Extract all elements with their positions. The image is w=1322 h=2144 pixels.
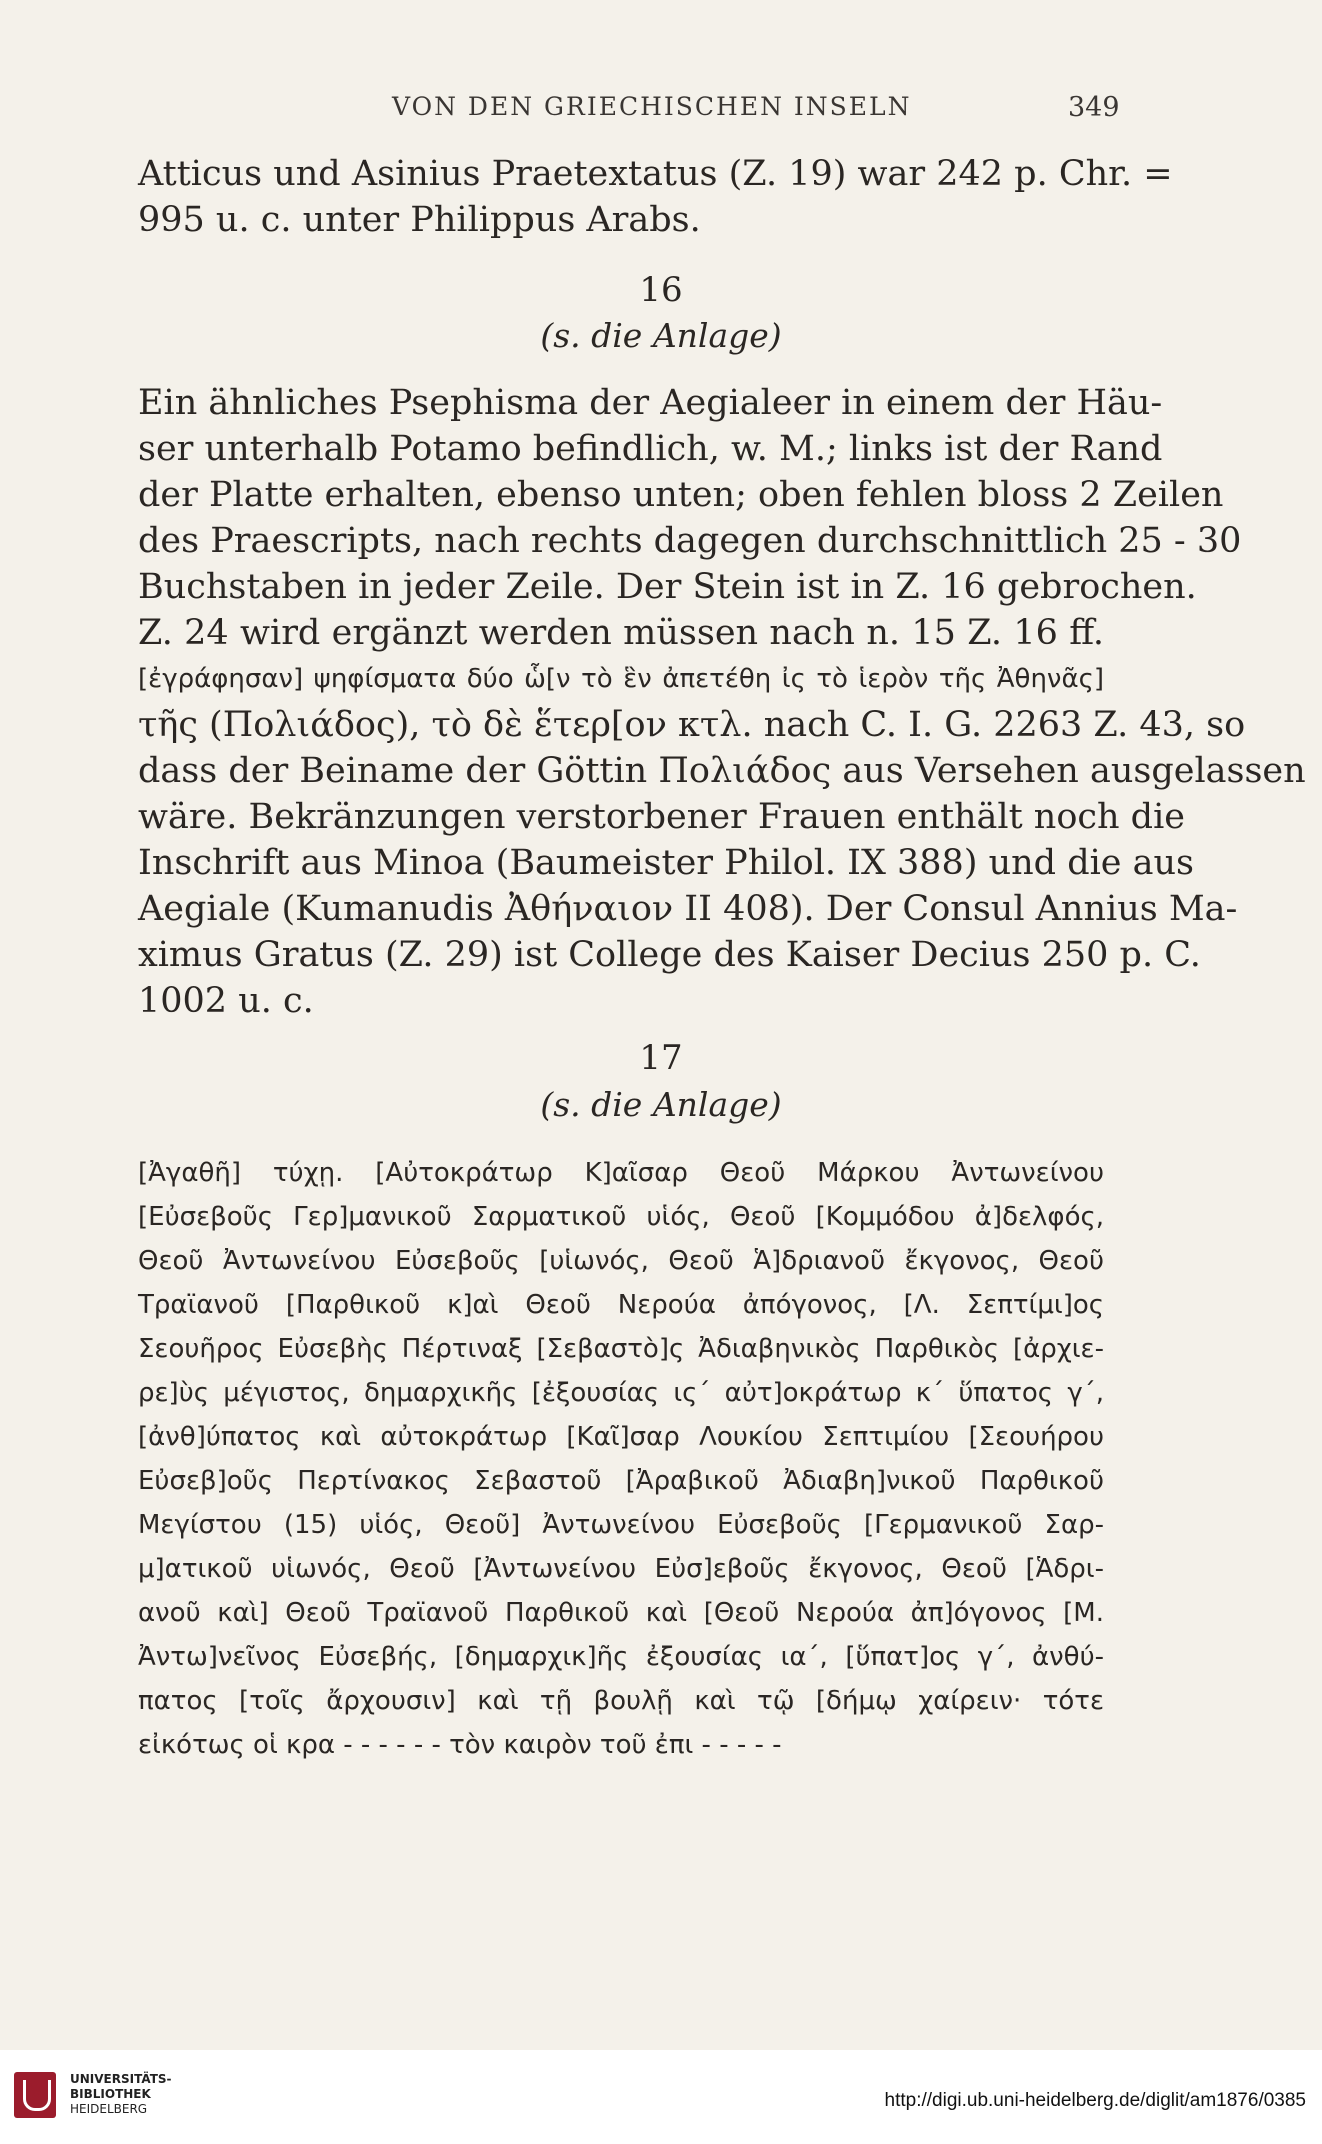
running-title: VON DEN GRIECHISCHEN INSELN (392, 92, 912, 121)
inscription-line: Εὐσεβ]οῦς Περτίνακος Σεβαστοῦ [Ἀραβικοῦ Ἀδιαβη]νικοῦ Παρθικοῦ (138, 1466, 1104, 1496)
library-name-line: BIBLIOTHEK (70, 2087, 151, 2101)
intro-line: 995 u. c. unter Philippus Arabs. (138, 200, 701, 240)
inscription-line: Ἀντω]νεῖνος Εὐσεβής, [δημαρχικ]ῆς ἐξουσίας ια´, [ὕπατ]ος γ´, ἀνθύ- (138, 1642, 1104, 1672)
body-line: Buchstaben in jeder Zeile. Der Stein ist in Z. 16 gebrochen. (138, 567, 1197, 607)
inscription-line: εἰκότως οἱ κρα - - - - - - τὸν καιρὸν τοῦ ἐπι - - - - - (138, 1730, 782, 1760)
page-number: 349 (1068, 92, 1120, 123)
body-line: Inschrift aus Minoa (Baumeister Philol. IX 388) und die aus (138, 843, 1195, 883)
inscription-line: [Ἀγαθῆ] τύχῃ. [Αὐτοκράτωρ Κ]αῖσαρ Θεοῦ Μάρκου Ἀντωνείνου (138, 1158, 1104, 1188)
inscription-line: Μεγίστου (15) υἱός, Θεοῦ] Ἀντωνείνου Εὐσεβοῦς [Γερμανικοῦ Σαρ- (138, 1510, 1104, 1540)
body-line: des Praescripts, nach rechts dagegen durchschnittlich 25 - 30 (138, 521, 1242, 561)
intro-line: Atticus und Asinius Praetextatus (Z. 19) war 242 p. Chr. = (138, 154, 1173, 194)
inscription-line: Σεουῆρος Εὐσεβὴς Πέρτιναξ [Σεβαστὸ]ς Ἀδιαβηνικὸς Παρθικὸς [ἀρχιε- (138, 1334, 1104, 1364)
body-line: wäre. Bekränzungen verstorbener Frauen enthält noch die (138, 797, 1185, 837)
library-name (70, 2072, 172, 2117)
inscription-line: Τραϊανοῦ [Παρθικοῦ κ]αὶ Θεοῦ Νερούα ἀπόγονος, [Λ. Σεπτίμι]ος (138, 1290, 1104, 1320)
inscription-line: Θεοῦ Ἀντωνείνου Εὐσεβοῦς [υἱωνός, Θεοῦ Ἁ]δριανοῦ ἔκγονος, Θεοῦ (138, 1246, 1104, 1276)
body-line: Z. 24 wird ergänzt werden müssen nach n. 15 Z. 16 ff. (138, 613, 1104, 653)
library-name-line: UNIVERSITÄTS- (70, 2072, 172, 2086)
section-17-number: 17 (639, 1038, 683, 1078)
inscription-line: [Εὐσεβοῦς Γερ]μανικοῦ Σαρματικοῦ υἱός, Θεοῦ [Κομμόδου ἀ]δελφός, (138, 1202, 1104, 1232)
body-line: dass der Beiname der Göttin Πολιάδος aus Versehen ausgelassen (138, 751, 1306, 791)
section-17-reference: (s. die Anlage) (540, 1085, 782, 1124)
source-url-link[interactable]: http://digi.ub.uni-heidelberg.de/diglit/am1876/0385 (884, 2090, 1306, 2111)
greek-line: [ἐγράφησαν] ψηφίσματα δύο ὧ[ν τὸ ἓν ἀπετέθη ἰς τὸ ἱερὸν τῆς Ἀθηνᾶς] (138, 664, 1104, 694)
body-line: 1002 u. c. (138, 981, 314, 1021)
inscription-line: μ]ατικοῦ υἱωνός, Θεοῦ [Ἀντωνείνου Εὐσ]εβοῦς ἔκγονος, Θεοῦ [Ἁδρι- (138, 1554, 1104, 1584)
section-16-number: 16 (639, 270, 683, 310)
body-line: τῆς (Πολιάδος), τὸ δὲ ἕτερ[ον κτλ. nach C. I. G. 2263 Z. 43, so (138, 705, 1246, 745)
inscription-line: [ἀνθ]ύπατος καὶ αὐτοκράτωρ [Καῖ]σαρ Λουκίου Σεπτιμίου [Σεουήρου (138, 1422, 1104, 1452)
body-line: Ein ähnliches Psephisma der Aegialeer in einem der Häu- (138, 383, 1163, 423)
section-16-reference: (s. die Anlage) (540, 316, 782, 355)
inscription-line: ρε]ὺς μέγιστος, δημαρχικῆς [ἐξουσίας ις´ αὐτ]οκράτωρ κ´ ὕπατος γ´, (138, 1378, 1104, 1408)
body-line: der Platte erhalten, ebenso unten; oben fehlen bloss 2 Zeilen (138, 475, 1224, 515)
library-logo-icon (14, 2072, 56, 2118)
inscription-line: πατος [τοῖς ἄρχουσιν] καὶ τῇ βουλῇ καὶ τῷ [δήμῳ χαίρειν· τότε (138, 1686, 1104, 1716)
body-line: ximus Gratus (Z. 29) ist College des Kaiser Decius 250 p. C. (138, 935, 1201, 975)
body-line: ser unterhalb Potamo befindlich, w. M.; links ist der Rand (138, 429, 1163, 469)
library-name-line: HEIDELBERG (70, 2102, 148, 2116)
body-line: Aegiale (Kumanudis Ἀθήναιον II 408). Der Consul Annius Ma- (138, 889, 1238, 929)
inscription-line: ανοῦ καὶ] Θεοῦ Τραϊανοῦ Παρθικοῦ καὶ [Θεοῦ Νερούα ἀπ]όγονος [Μ. (138, 1598, 1104, 1628)
